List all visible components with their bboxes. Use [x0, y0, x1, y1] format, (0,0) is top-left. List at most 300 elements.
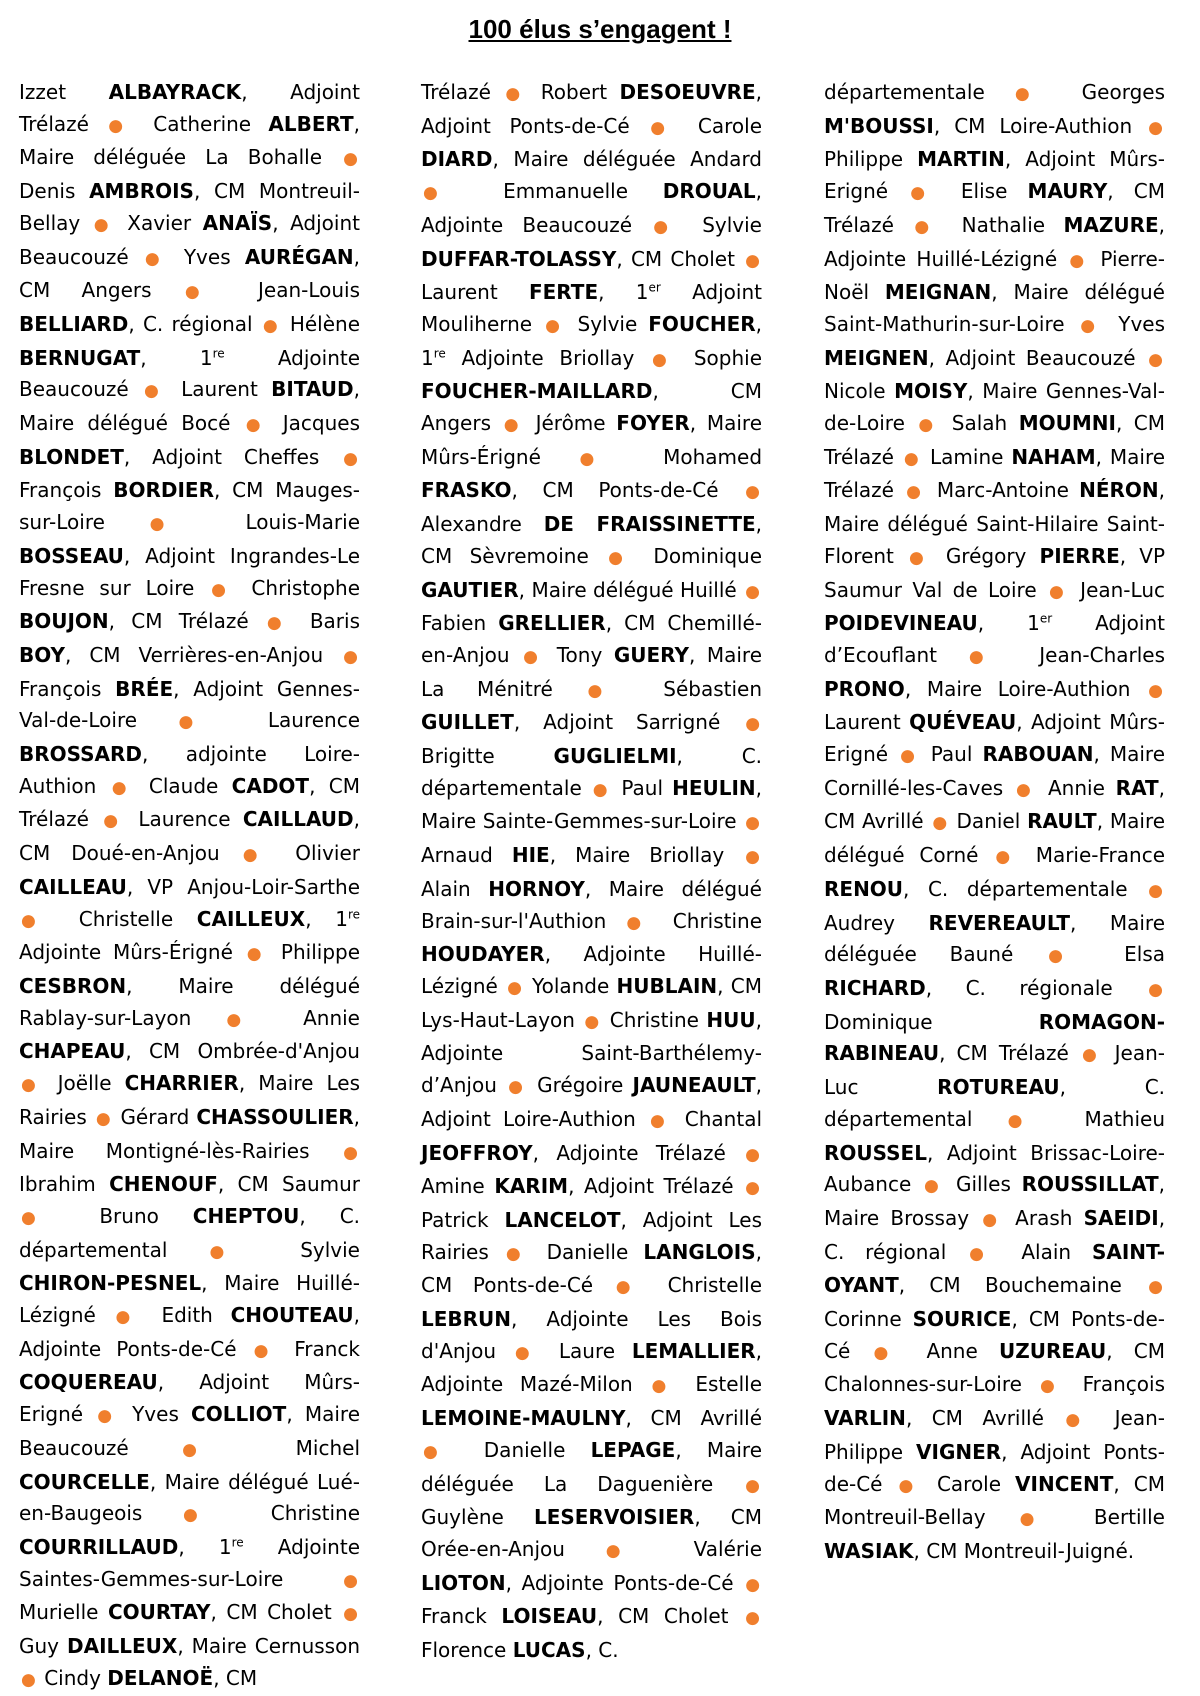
bullet-separator: ●	[605, 1540, 653, 1561]
name-entry: Nicole MOISY, Maire Gennes-Val-de-Loire	[824, 379, 1165, 436]
first-name: Paul	[621, 775, 664, 800]
role: Maire délégué Saint-Hilaire Saint-Florent	[824, 512, 1165, 568]
role: Maire Brossay	[824, 1205, 970, 1230]
first-name: Christelle	[667, 1273, 762, 1298]
role: C. départementale	[421, 744, 763, 800]
role: CM Angers	[19, 278, 152, 303]
bullet-separator: ●	[745, 1608, 760, 1629]
ordinal-suffix: re	[433, 345, 446, 360]
last-name: LIOTON	[421, 1570, 506, 1595]
bullet-separator: ●	[982, 1209, 1002, 1230]
role: CM Trélazé	[824, 411, 1165, 469]
role: Maire Mûrs-Érigné	[421, 411, 763, 469]
name-entry: Philippe MARTIN, Adjoint Mûrs-Erigné	[824, 147, 1166, 204]
first-name: Fabien	[421, 611, 487, 636]
bullet-separator: ●	[93, 214, 114, 235]
role: CM Montreuil-Bellay	[824, 1471, 1165, 1530]
ordinal: 1	[199, 345, 213, 370]
last-name: MAURY	[1027, 179, 1108, 204]
role: Adjoint Ponts-de-Cé	[824, 1439, 1165, 1496]
first-name: Louis-Marie	[245, 510, 361, 535]
name-entry: Guylène LESERVOISIER, CM Orée-en-Anjou	[421, 1505, 762, 1561]
bullet-separator: ●	[97, 1406, 118, 1427]
bullet-separator: ●	[898, 1475, 921, 1496]
first-name: Jean-Charles	[1039, 642, 1166, 667]
first-name: Jérôme	[535, 411, 606, 436]
last-name: CAILLEAU	[19, 874, 127, 899]
bullet-separator: ●	[1048, 946, 1090, 967]
first-name: Lamine	[930, 444, 1004, 469]
name-entry: Audrey REVEREAULT, Maire déléguée Bauné	[824, 910, 1166, 967]
name-entry: Alexandre DE FRAISSINETTE, CM Sèvremoine	[421, 512, 762, 568]
first-name: François	[19, 478, 102, 503]
last-name: LANGLOIS	[643, 1239, 756, 1264]
first-name: Sophie	[693, 345, 763, 370]
bullet-separator: ●	[608, 547, 635, 568]
bullet-separator: ●	[182, 1439, 243, 1460]
bullet-separator: ●	[932, 813, 948, 834]
name-entry: Georges M'BOUSSI, CM Loire-Authion	[824, 80, 1165, 138]
role: C.	[598, 1638, 619, 1663]
last-name: MOUMNI	[1018, 411, 1116, 436]
first-name: Xavier	[127, 210, 192, 235]
first-name: Mathieu	[1084, 1106, 1166, 1131]
first-name: Laurent	[181, 377, 258, 402]
last-name: LANCELOT	[504, 1207, 621, 1232]
role: Maire délégué Rablay-sur-Layon	[19, 973, 360, 1030]
role: CM Sèvremoine	[421, 543, 589, 568]
bullet-separator: ●	[245, 415, 268, 436]
name-entry: Xavier ANAÏS, Adjoint Beaucouzé	[19, 210, 360, 269]
ordinal-suffix: re	[347, 906, 361, 921]
name-entry: Danielle LEPAGE, Maire déléguée La Daguenière	[421, 1437, 763, 1496]
first-name: Edith	[161, 1303, 213, 1328]
role: Adjoint d’Ecouflant	[824, 611, 1165, 667]
role: Maire Sainte-Gemmes-sur-Loire	[421, 809, 737, 834]
bullet-separator: ●	[343, 1570, 358, 1591]
bullet-separator: ●	[95, 1108, 112, 1129]
name-entry: Jean-Louis BELLIARD, C. régional	[19, 278, 361, 336]
role: Adjoint Cheffes	[152, 444, 320, 469]
bullet-separator: ●	[505, 84, 527, 104]
entry-continuation	[421, 80, 491, 104]
role: Maire délégué Huillé	[531, 577, 737, 602]
last-name: BORDIER	[113, 478, 214, 503]
bullet-separator: ●	[423, 183, 467, 204]
last-name: CHAPEAU	[19, 1039, 126, 1064]
last-name: MEIGNEN	[824, 345, 929, 370]
role: Maire Trélazé	[824, 444, 1166, 503]
entry-continuation	[824, 80, 985, 104]
role: CM Saumur	[237, 1172, 361, 1197]
role: CM Chalonnes-sur-Loire	[824, 1338, 1166, 1397]
role: CM Montreuil-Juigné.	[926, 1538, 1135, 1563]
name-entry: Christophe BOUJON, CM Trélazé	[19, 575, 361, 634]
role: CM Cholet	[630, 246, 735, 271]
name-entry: Gérard CHASSOULIER, Maire Montigné-lès-Rairies	[19, 1104, 361, 1163]
role: C. régional	[142, 311, 253, 336]
first-name: Salah	[951, 411, 1008, 436]
first-name: Christophe	[251, 575, 361, 600]
bullet-separator: ●	[1019, 1509, 1060, 1530]
name-entry: François VARLIN, CM Avrillé	[824, 1372, 1166, 1431]
role: Maire délégué Lué-en-Baugeois	[19, 1469, 361, 1526]
last-name: BOY	[19, 642, 66, 667]
name-entry: Christine HUU, Adjointe Saint-Barthélemy-d’Anjou	[421, 1007, 762, 1098]
role: Adjoint Sarrigné	[543, 710, 721, 735]
last-name: KARIM	[494, 1174, 569, 1199]
bullet-separator: ●	[924, 1176, 944, 1197]
role: Adjointe Les Bois d'Anjou	[421, 1307, 762, 1363]
last-name: JAUNEAULT	[632, 1073, 756, 1098]
first-name: Estelle	[695, 1372, 762, 1397]
name-entry: Yves AURÉGAN, CM Angers	[19, 244, 361, 303]
name-entry: Robert DESOEUVRE, Adjoint Ponts-de-Cé	[421, 80, 763, 138]
bullet-separator: ●	[873, 1342, 904, 1363]
first-name: Patrick	[421, 1207, 489, 1232]
name-entry: Sophie FOUCHER-MAILLARD, CM Angers	[421, 345, 763, 436]
last-name: ALBERT	[268, 111, 354, 136]
bullet-separator: ●	[745, 1475, 760, 1496]
bullet-separator: ●	[508, 1077, 526, 1098]
role: adjointe Loire-Authion	[19, 742, 361, 798]
bullet-separator: ●	[745, 1144, 761, 1165]
last-name: VARLIN	[824, 1406, 906, 1431]
last-name: CESBRON	[19, 973, 127, 998]
last-name: ANAÏS	[202, 210, 273, 235]
bullet-separator: ●	[1049, 581, 1068, 602]
bullet-separator: ●	[149, 514, 201, 535]
role: Maire délégué Brain-sur-l'Authion	[421, 876, 762, 933]
role: Maire délégué Bocé	[19, 411, 231, 436]
bullet-separator: ●	[651, 1376, 677, 1397]
first-name: Florence	[421, 1638, 507, 1663]
last-name: GAUTIER	[421, 577, 519, 602]
role: CM Orée-en-Anjou	[421, 1505, 762, 1561]
last-name: HORNOY	[488, 876, 585, 901]
bullet-separator: ●	[745, 714, 761, 735]
role: C. régionale	[965, 975, 1113, 1000]
first-name: Denis	[19, 179, 76, 204]
first-name: Danielle	[546, 1239, 629, 1264]
first-name: Bruno	[99, 1203, 159, 1228]
name-entry: Annie CHAPEAU, CM Ombrée-d'Anjou	[19, 1005, 360, 1064]
first-name: Catherine	[153, 111, 252, 136]
first-name: Laurence	[138, 807, 231, 832]
first-name: Jacques	[282, 411, 361, 436]
last-name: AMBROIS	[89, 179, 194, 204]
first-name: Mohamed	[663, 444, 763, 469]
first-name: Philippe	[824, 147, 904, 172]
first-name: Chantal	[684, 1106, 763, 1131]
last-name: FOUCHER	[648, 311, 756, 336]
name-entry: Murielle COURTAY, CM Cholet	[19, 1600, 332, 1625]
role: CM Cholet	[618, 1604, 729, 1629]
bullet-separator: ●	[1065, 1410, 1094, 1431]
name-entry: Sylvie CHIRON-PESNEL, Maire Huillé-Lézigné	[19, 1237, 360, 1328]
last-name: HOUDAYER	[421, 942, 545, 967]
role: VP Saumur Val de Loire	[824, 543, 1166, 602]
last-name: ROMAGON-RABINEAU	[824, 1009, 1165, 1066]
first-name: Yves	[1118, 311, 1166, 336]
first-name: Ibrahim	[19, 1172, 96, 1197]
role: Adjoint Gennes-Val-de-Loire	[19, 676, 360, 733]
bullet-separator: ●	[507, 977, 523, 998]
last-name: SAINT-OYANT	[824, 1239, 1166, 1298]
name-entry: Fabien GRELLIER, CM Chemillé-en-Anjou	[421, 611, 763, 667]
first-name: Daniel	[956, 809, 1021, 834]
last-name: FRASKO	[421, 478, 512, 503]
first-name: Philippe	[280, 940, 361, 965]
bullet-separator: ●	[1148, 1277, 1164, 1298]
role: Adjoint Beaucouzé	[19, 210, 360, 269]
role: C. départemental	[19, 1203, 361, 1262]
first-name: Bertille	[1093, 1505, 1165, 1530]
role: Adjointe Ponts-de-Cé	[19, 1336, 237, 1361]
role: C. départementale	[927, 876, 1128, 901]
last-name: DESOEUVRE	[619, 80, 756, 104]
bullet-separator: ●	[969, 1243, 999, 1264]
last-name: VINCENT	[1015, 1471, 1114, 1496]
first-name: Dominique	[824, 1009, 933, 1034]
ordinal-suffix: re	[231, 1535, 244, 1550]
last-name: POIDEVINEAU	[824, 611, 978, 636]
role: CM Trélazé	[19, 773, 360, 832]
name-entry: Marc-Antoine NÉRON, Maire délégué Saint-Hilaire Saint-Florent	[824, 478, 1166, 568]
first-name: Gérard	[120, 1104, 190, 1129]
first-name: Valérie	[693, 1536, 763, 1561]
name-entry: Laurence CAILLAUD, CM Doué-en-Anjou	[19, 807, 361, 866]
last-name: BERNUGAT	[19, 345, 141, 370]
first-name: Laurence	[267, 708, 361, 733]
bullet-separator: ●	[103, 811, 125, 832]
bullet-separator: ●	[343, 646, 358, 667]
name-entry: Yves MEIGNEN, Adjoint Beaucouzé	[824, 311, 1166, 370]
bullet-separator: ●	[1148, 117, 1163, 138]
role: CM Avrillé	[931, 1406, 1044, 1431]
role: Adjointe Saintes-Gemmes-sur-Loire	[19, 1534, 360, 1591]
role: Adjointe Trélazé	[556, 1140, 726, 1165]
name-entry: Christine COURRILLAUD, 1re Adjointe Saintes-Gemmes-sur-Loire	[19, 1501, 361, 1591]
first-name: Franck	[294, 1336, 360, 1361]
bullet-separator: ●	[209, 1241, 259, 1262]
name-entry: Daniel RAULT, Maire délégué Corné	[824, 809, 1166, 868]
name-entry: Christine HOUDAYER, Adjointe Huillé-Lézigné	[421, 908, 763, 998]
last-name: RICHARD	[824, 975, 926, 1000]
last-name: COURRILLAUD	[19, 1534, 179, 1559]
last-name: HEULIN	[672, 775, 756, 800]
name-entry: Anne UZUREAU, CM Chalonnes-sur-Loire	[824, 1338, 1166, 1397]
bullet-separator: ●	[745, 847, 760, 868]
bullet-separator: ●	[745, 813, 760, 834]
first-name: François	[1082, 1372, 1166, 1397]
bullet-separator: ●	[910, 183, 939, 204]
last-name: COURTAY	[107, 1600, 211, 1625]
bullet-separator: ●	[650, 1110, 671, 1131]
last-name: UZUREAU	[999, 1338, 1107, 1363]
role: Adjointe Beaucouzé	[421, 212, 633, 237]
first-name: Arnaud	[421, 843, 493, 868]
last-name: CHIRON-PESNEL	[19, 1271, 202, 1296]
last-name: BRÉE	[115, 676, 174, 701]
bullet-separator: ●	[1014, 84, 1052, 104]
last-name: MARTIN	[917, 147, 1005, 172]
last-name: FOUCHER-MAILLARD	[421, 379, 653, 404]
last-name: GRELLIER	[498, 611, 606, 636]
bullet-separator: ●	[745, 1178, 761, 1199]
last-name: GUGLIELMI	[553, 744, 677, 769]
role: Maire délégué Corné	[824, 809, 1166, 868]
name-entry: Jérôme FOYER, Maire Mûrs-Érigné	[421, 411, 763, 469]
last-name: BITAUD	[271, 377, 354, 402]
name-entry: Salah MOUMNI, CM Trélazé	[824, 411, 1165, 469]
bullet-separator: ●	[745, 250, 760, 271]
role: Maire déléguée La Bohalle	[19, 145, 323, 170]
first-name: Cindy	[44, 1665, 101, 1690]
name-entry: Carole VINCENT, CM Montreuil-Bellay	[824, 1471, 1165, 1530]
last-name: MAZURE	[1063, 212, 1159, 237]
first-name: Yves	[132, 1402, 179, 1427]
last-name: NAHAM	[1011, 444, 1096, 469]
first-name: Sylvie	[577, 311, 638, 336]
last-name: COLLIOT	[191, 1402, 287, 1427]
first-name: Jean-Louis	[258, 278, 361, 303]
last-name: LESERVOISIER	[533, 1505, 695, 1530]
role: CM Cholet	[226, 1600, 332, 1625]
bullet-separator: ●	[626, 912, 653, 933]
last-name: HUBLAIN	[616, 973, 718, 998]
last-name: DELANOË	[107, 1665, 214, 1690]
name-entry: Mohamed FRASKO, CM Ponts-de-Cé	[421, 444, 763, 503]
name-entry: Estelle LEMOINE-MAULNY, CM Avrillé	[421, 1372, 762, 1431]
bullet-separator: ●	[745, 1574, 761, 1595]
name-entry: Alain HORNOY, Maire délégué Brain-sur-l'Authion	[421, 876, 762, 933]
role: CM Ombrée-d'Anjou	[148, 1039, 360, 1064]
name-entry: Danielle LANGLOIS, CM Ponts-de-Cé	[421, 1239, 763, 1298]
first-name: Emmanuelle	[503, 179, 628, 204]
first-name: Alain	[421, 876, 471, 901]
last-name: CHARRIER	[124, 1071, 239, 1096]
last-name: FERTE	[528, 280, 599, 305]
role: Maire Briollay	[575, 843, 725, 868]
bullet-separator: ●	[226, 1009, 268, 1030]
bullet-separator: ●	[653, 216, 681, 237]
role: départementale	[824, 80, 985, 104]
role: CM Ponts-de-Cé	[824, 1307, 1165, 1363]
role: Maire Huillé-Lézigné	[19, 1271, 360, 1328]
bullet-separator: ●	[242, 845, 273, 866]
role: Maire Cornillé-les-Caves	[824, 742, 1166, 800]
column-1	[19, 77, 360, 1696]
bullet-separator: ●	[584, 1011, 601, 1032]
role: Adjoint Loire-Authion	[421, 1106, 636, 1131]
first-name: Jean-Luc	[1080, 577, 1165, 602]
name-entry: Jean-Luc POIDEVINEAU, 1er Adjoint d’Ecouflant	[824, 577, 1165, 667]
ordinal-suffix: er	[648, 280, 661, 295]
page-title: 100 élus s’engagent !	[468, 14, 732, 44]
name-entry: Olivier CAILLEAU, VP Anjou-Loir-Sarthe	[19, 841, 361, 899]
role: Adjointe Saint-Barthélemy-d’Anjou	[421, 1041, 762, 1098]
last-name: DROUAL	[662, 179, 756, 204]
bullet-separator: ●	[21, 1669, 36, 1690]
first-name: Nicole	[824, 379, 886, 404]
bullet-separator: ●	[587, 680, 629, 701]
bullet-separator: ●	[745, 581, 760, 602]
last-name: HUU	[706, 1007, 756, 1032]
name-entry: Dominique ROMAGON-RABINEAU, CM Trélazé	[824, 1009, 1165, 1066]
name-entry: Sylvie DUFFAR-TOLASSY, CM Cholet	[421, 212, 762, 271]
bullet-separator: ●	[211, 579, 235, 600]
first-name: Grégory	[945, 543, 1027, 568]
last-name: AURÉGAN	[244, 244, 354, 269]
role: CM Trélazé	[131, 609, 249, 634]
last-name: CAILLAUD	[242, 807, 354, 832]
bullet-separator: ●	[1148, 349, 1164, 370]
name-entry: Pierre-Noël MEIGNAN, Maire délégué Saint-Mathurin-sur-Loire	[824, 246, 1165, 336]
bullet-separator: ●	[579, 448, 625, 469]
name-entry: Patrick LANCELOT, Adjoint Les Rairies	[421, 1207, 762, 1264]
first-name: Arash	[1015, 1205, 1073, 1230]
name-entry: Laurent BITAUD, Maire délégué Bocé	[19, 377, 360, 436]
name-entry: Ibrahim CHENOUF, CM Saumur	[19, 1172, 361, 1197]
first-name: Pierre-Noël	[824, 246, 1165, 305]
last-name: LEBRUN	[421, 1307, 512, 1332]
first-name: Grégoire	[537, 1073, 624, 1098]
name-entry: Mathieu ROUSSEL, Adjoint Brissac-Loire-Aubance	[824, 1106, 1166, 1197]
bullet-separator: ●	[615, 1277, 645, 1298]
role: Adjoint Mûrs-Erigné	[824, 147, 1166, 204]
role: Adjoint Mouliherne	[421, 280, 762, 336]
bullet-separator: ●	[503, 415, 523, 436]
bullet-separator: ●	[21, 1207, 64, 1228]
bullet-separator: ●	[505, 1243, 530, 1264]
first-name: Elsa	[1124, 942, 1165, 967]
role: Adjoint Trélazé	[584, 1174, 734, 1199]
role: Maire déléguée La Daguenière	[421, 1437, 763, 1496]
last-name: PRONO	[824, 676, 905, 701]
name-entry: Yolande HUBLAIN, CM Lys-Haut-Layon	[421, 973, 762, 1032]
first-name: Brigitte	[421, 744, 495, 769]
last-name: LEMALLIER	[631, 1338, 756, 1363]
first-name: Izzet	[19, 80, 67, 104]
first-name: Sylvie	[702, 212, 762, 237]
bullet-separator: ●	[21, 910, 54, 931]
bullet-separator: ●	[1007, 1110, 1050, 1131]
first-name: Michel	[295, 1435, 361, 1460]
last-name: VIGNER	[916, 1439, 1002, 1464]
role: CM Trélazé	[824, 179, 1165, 237]
last-name: BOSSEAU	[19, 543, 124, 568]
last-name: PIERRE	[1039, 543, 1120, 568]
role: CM Lys-Haut-Layon	[421, 973, 762, 1032]
name-entry: Laurent FERTE, 1er Adjoint Mouliherne	[421, 280, 762, 336]
last-name: DIARD	[421, 147, 493, 172]
role: CM	[225, 1665, 258, 1690]
first-name: Carole	[697, 113, 762, 138]
name-entry: Alain SAINT-OYANT, CM Bouchemaine	[824, 1239, 1166, 1298]
first-name: Murielle	[19, 1600, 99, 1625]
name-entry: Laure LEMALLIER, Adjointe Mazé-Milon	[421, 1338, 763, 1397]
last-name: RAULT	[1027, 809, 1097, 834]
last-name: M'BOUSSI	[824, 113, 934, 138]
name-entry: Hélène BERNUGAT, 1re Adjointe Beaucouzé	[19, 311, 361, 402]
role: Adjointe Mazé-Milon	[421, 1372, 633, 1397]
first-name: Jean-Philippe	[824, 1406, 1166, 1464]
first-name: Elise	[960, 179, 1008, 204]
first-name: Danielle	[483, 1437, 566, 1462]
last-name: QUÉVEAU	[909, 710, 1017, 735]
name-entry: Catherine ALBERT, Maire déléguée La Bohalle	[19, 111, 361, 170]
